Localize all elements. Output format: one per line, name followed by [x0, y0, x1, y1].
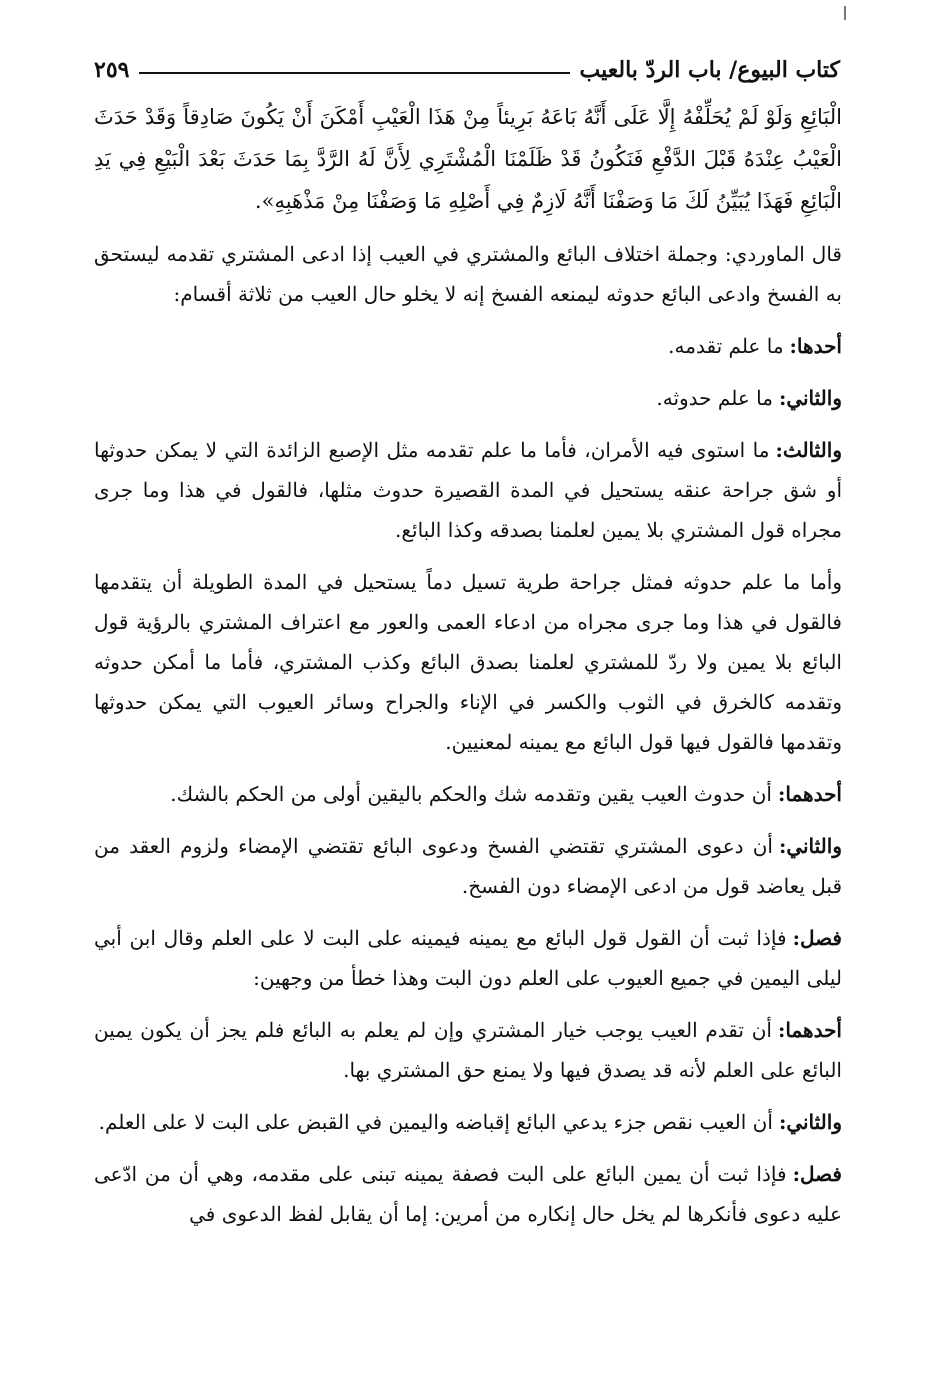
numbered-paragraph [94, 774, 842, 814]
paragraph-label: أحدهما: [777, 1018, 842, 1042]
paragraph-text: وأما ما علم حدوثه فمثل جراحة طرية تسيل دماً يستحيل في المدة الطويلة أن يتقدمها فالقول في هذا وما جرى مجراه من ادعاء العمى والعور مع اعتراف المشتري بالرؤية قول البائع بلا يمين ولا ردّ للمشتري لعلمنا بصدق البائع وكذب المشتري، فأما ما أمكن حدوثه وتقدمه كالخرق في الثوب والكسر في الإناء والجراح وسائر العيوب التي يمكن حدوثها وتقدمها فالقول فيها قول البائع مع يمينه لمعنيين. [94, 570, 842, 754]
quoted-text-paragraph [94, 96, 842, 222]
paragraph-label: والثاني: [778, 1110, 842, 1134]
paragraph-text: فإذا ثبت أن يمين البائع على البت فصفة يمينه تبنى على مقدمه، وهي أن من ادّعى عليه دعوى فأنكرها لم يخل حال إنكاره من أمرين: إما أن يقابل لفظ الدعوى في [94, 1162, 842, 1226]
section-paragraph [94, 1154, 842, 1234]
numbered-paragraph [94, 826, 842, 906]
running-header [94, 50, 840, 90]
numbered-paragraph [94, 326, 842, 366]
paragraph-text: فإذا ثبت أن القول قول البائع مع يمينه فيمينه على البت لا على العلم وقال ابن أبي ليلى اليمين في جميع العيوب على العلم دون البت وهذا خطأ من وجهين: [94, 926, 842, 990]
paragraph-text: ما علم تقدمه. [668, 334, 784, 358]
paragraph-text: أن تقدم العيب يوجب خيار المشتري وإن لم يعلم به البائع فلم يجز أن يكون يمين البائع على العلم لأنه قد يصدق فيها ولا يمنع حق المشتري بها. [94, 1018, 842, 1082]
paragraph-label: والثاني: [778, 386, 842, 410]
paragraph [94, 234, 842, 314]
paragraph [94, 562, 842, 762]
numbered-paragraph [94, 430, 842, 550]
page-number: ٢٥٩ [94, 57, 130, 83]
paragraph-label: فصل: [792, 926, 842, 950]
paragraph-label: والثالث: [775, 438, 842, 462]
paragraph-text: قال الماوردي: وجملة اختلاف البائع والمشتري في العيب إذا ادعى المشتري تقدمه ليستحق به الفسخ وادعى البائع حدوثه ليمنعه الفسخ إنه لا يخلو حال العيب من ثلاثة أقسام: [94, 242, 842, 306]
numbered-paragraph [94, 1102, 842, 1142]
paragraph-text: ما استوى فيه الأمران، فأما ما علم تقدمه مثل الإصبع الزائدة التي لا يمكن حدوثها أو شق جراحة عنقه يستحيل في المدة القصيرة حدوث مثلها، فالقول في هذا وما جرى مجراه قول المشتري بلا يمين لعلمنا بصدقه وكذا البائع. [94, 438, 842, 542]
paragraph-label: فصل: [792, 1162, 842, 1186]
paragraph-label: أحدها: [789, 334, 842, 358]
header-title: كتاب البيوع/ باب الردّ بالعيب [579, 57, 840, 83]
numbered-paragraph [94, 1010, 842, 1090]
paragraph-text: أن دعوى المشتري تقتضي الفسخ ودعوى البائع تقتضي الإمضاء ولزوم العقد من قبل يعاضد قول من ادعى الإمضاء دون الفسخ. [94, 834, 842, 898]
scan-artifact-mark [844, 6, 846, 20]
numbered-paragraph [94, 378, 842, 418]
header-rule [139, 72, 569, 74]
paragraph-text: أن العيب نقص جزء يدعي البائع إقباضه واليمين في القبض على البت لا على العلم. [98, 1110, 773, 1134]
paragraph-text: أن حدوث العيب يقين وتقدمه شك والحكم باليقين أولى من الحكم بالشك. [170, 782, 772, 806]
paragraph-text: ما علم حدوثه. [656, 386, 773, 410]
section-paragraph [94, 918, 842, 998]
paragraph-label: والثاني: [778, 834, 842, 858]
page-body [94, 96, 842, 1366]
paragraph-text: الْبَائِعِ وَلَوْ لَمْ يُحَلِّفْهُ إِلَّا عَلَى أَنَّهُ بَاعَهُ بَرِيئاً مِنْ هَذَا الْعَيْبِ أَمْكَنَ أَنْ يَكُونَ صَادِقاً وَقَدْ حَدَثَ الْعَيْبُ عِنْدَهُ قَبْلَ الدَّفْعِ فَنَكُونُ قَدْ ظَلَمْنَا الْمُشْتَرِي لِأَنَّ لَهُ الرَّدَّ بِمَا حَدَثَ بَعْدَ الْبَيْعِ فِي يَدِ الْبَائِعِ فَهَذَا يُبَيِّنُ لَكَ مَا وَصَفْنَا أَنَّهُ لَازِمٌ فِي أَصْلِهِ مَا وَصَفْنَا مِنْ مَذْهَبِهِ». [94, 105, 842, 213]
paragraph-label: أحدهما: [777, 782, 842, 806]
